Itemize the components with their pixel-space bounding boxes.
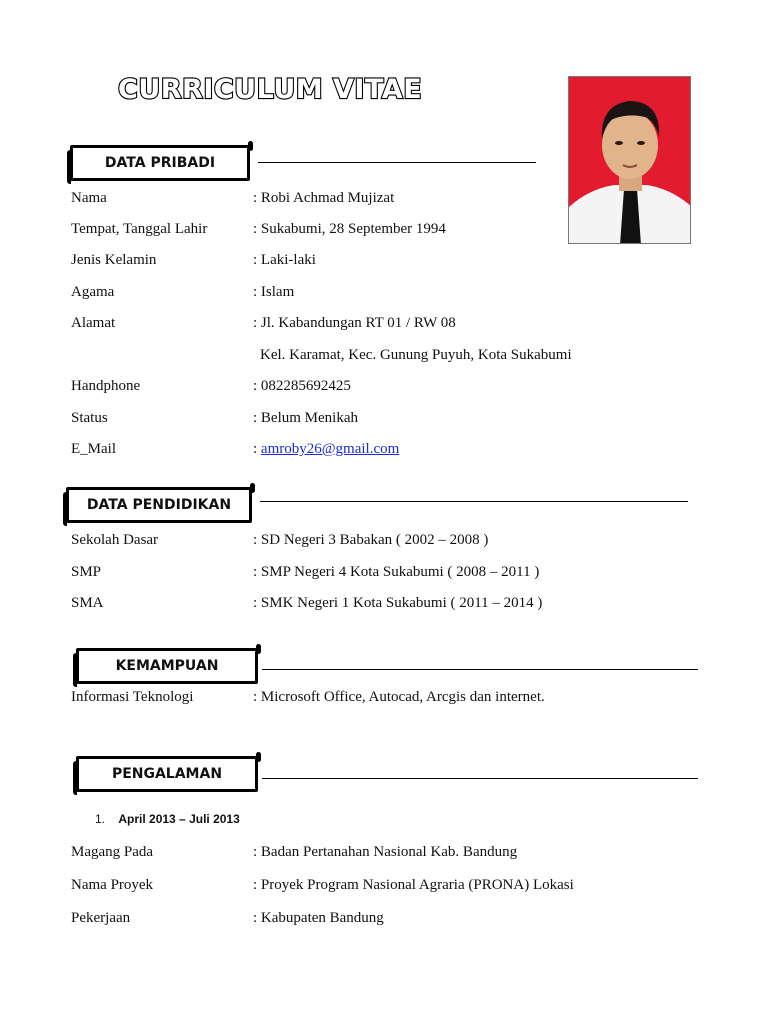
field-alamat-continued: Kel. Karamat, Kec. Gunung Puyuh, Kota Sukabumi [260,347,572,363]
experience-number: 1. [95,812,106,826]
field-value: : Microsoft Office, Autocad, Arcgis dan internet. [253,689,545,705]
section-pengalaman [76,756,258,796]
field-label: Alamat [71,315,116,331]
section-banner [76,756,258,792]
field-value: : SD Negeri 3 Babakan ( 2002 – 2008 ) [253,532,489,548]
section-banner [76,648,258,684]
portrait-image [569,77,691,244]
field-label: E_Mail [71,441,116,457]
field-value: : SMK Negeri 1 Kota Sukabumi ( 2011 – 2014 ) [253,595,543,611]
section-rule [258,162,536,163]
field-label: Tempat, Tanggal Lahir [71,221,208,237]
field-label: Informasi Teknologi [71,689,194,705]
field-label: Sekolah Dasar [71,532,159,548]
section-data-pendidikan [66,487,252,527]
field-label: Pekerjaan [71,910,131,926]
section-rule [262,778,698,779]
field-label: Nama Proyek [71,877,154,893]
field-value: : Jl. Kabandungan RT 01 / RW 08 [253,315,456,331]
field-label: SMP [71,564,102,580]
field-value [253,441,399,458]
experience-period: April 2013 – Juli 2013 [118,812,240,826]
section-title: DATA PENDIDIKAN [86,497,232,513]
field-value: : Laki-laki [253,252,316,268]
page-title: CURRICULUM VITAE [118,74,423,105]
field-value: : Islam [253,284,295,300]
field-label: Magang Pada [71,844,154,860]
email-link[interactable]: amroby26@gmail.com [260,441,400,457]
field-label: Jenis Kelamin [71,252,157,268]
experience-item [95,812,240,826]
field-label: Nama [71,190,107,206]
email-prefix: : [253,441,261,457]
section-banner [66,487,252,523]
section-banner [70,145,250,181]
field-label: Agama [71,284,115,300]
field-value: : Robi Achmad Mujizat [253,190,395,206]
profile-photo [568,76,691,244]
field-value: : Kabupaten Bandung [253,910,384,926]
field-label: Handphone [71,378,141,394]
section-rule [262,669,698,670]
field-label: SMA [71,595,104,611]
field-value: : Proyek Program Nasional Agraria (PRONA) Lokasi [253,877,574,893]
field-value: : Sukabumi, 28 September 1994 [253,221,446,237]
section-title: PENGALAMAN [111,766,223,782]
field-value: : SMP Negeri 4 Kota Sukabumi ( 2008 – 2011 ) [253,564,540,580]
section-rule [260,501,688,502]
field-label: Status [71,410,108,426]
field-value: : 082285692425 [253,378,351,394]
section-title: DATA PRIBADI [104,155,216,171]
section-title: KEMAMPUAN [115,658,219,674]
field-value: : Belum Menikah [253,410,358,426]
field-value: : Badan Pertanahan Nasional Kab. Bandung [253,844,518,860]
section-kemampuan [76,648,258,688]
section-data-pribadi [70,145,250,185]
